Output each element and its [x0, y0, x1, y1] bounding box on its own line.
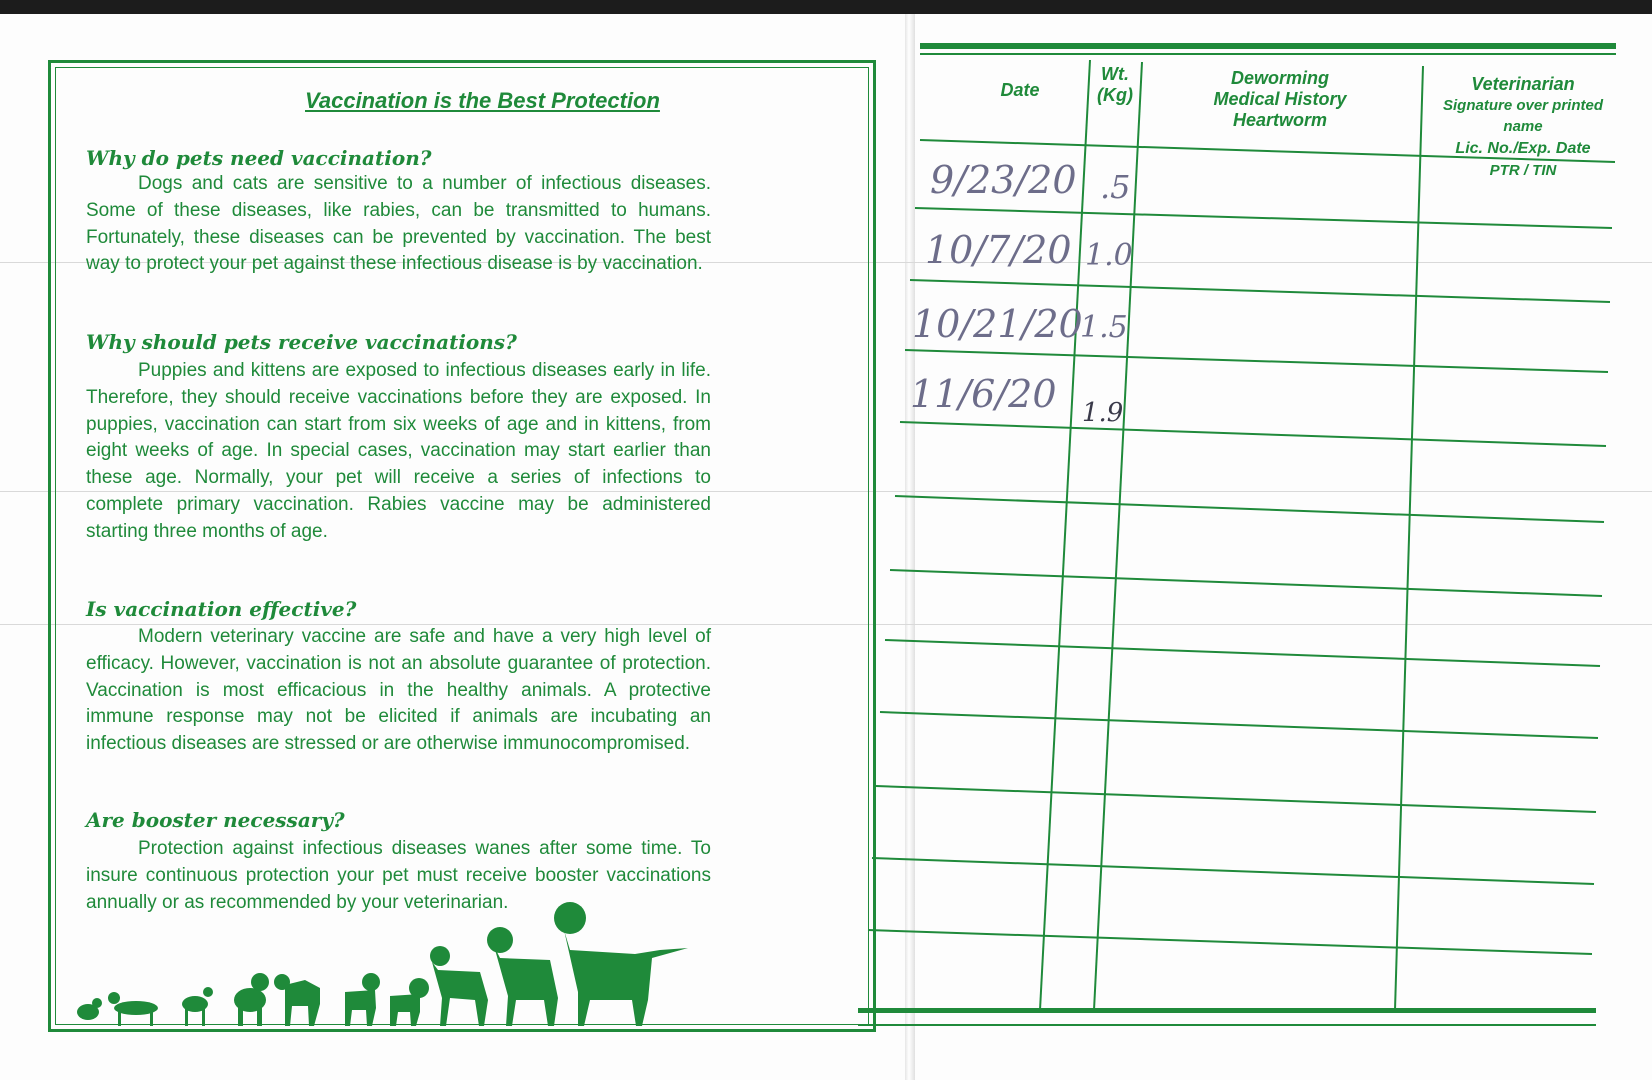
- veterinarian-column-header: [1428, 74, 1618, 181]
- header-line: Signature over printed name: [1442, 97, 1604, 135]
- header-line: Heartworm: [1232, 110, 1328, 130]
- section-body: Dogs and cats are sensitive to a number of infectious diseases. Some of these diseases, like rabies, can be transmitted to humans. Fortunately, these diseases can be prevented by vaccination. The best way to protect your pet against these infectious disease is by vaccination.: [86, 173, 711, 275]
- handwritten-weight: 1.9: [1082, 398, 1124, 428]
- header-line: Lic. No./Exp. Date: [1455, 140, 1591, 157]
- header-line: PTR / TIN: [1489, 162, 1557, 179]
- handwritten-weight: 1.0: [1085, 238, 1133, 273]
- section-body: Puppies and kittens are exposed to infectious diseases early in life. Therefore, they should receive vaccinations before they are exposed. In puppies, vaccination can start from six weeks of age and in kittens, from eight weeks of age. In special cases, vaccination may start earlier than these age. Normally, your pet will receive a series of infections to complete primary vaccination. Rabies vaccine may be administered starting three months of age.: [86, 360, 711, 542]
- section-heading: Is vaccination effective?: [86, 597, 357, 621]
- handwritten-weight: 1.5: [1080, 310, 1128, 345]
- section-heading: Why should pets receive vaccinations?: [86, 330, 517, 354]
- header-line: Wt.: [1101, 64, 1129, 84]
- deworming-column-header: [1150, 68, 1410, 131]
- handwritten-date: 11/6/20: [910, 372, 1057, 416]
- weight-column-header: [1092, 64, 1138, 106]
- header-line: (Kg): [1097, 85, 1133, 105]
- page-title: Vaccination is the Best Protection: [305, 88, 660, 113]
- date-column-header: Date: [1000, 80, 1040, 100]
- handwritten-date: 10/7/20: [925, 228, 1072, 272]
- section-heading: Why do pets need vaccination?: [86, 146, 432, 170]
- handwritten-weight: .5: [1100, 168, 1131, 206]
- header-line: Veterinarian: [1471, 74, 1575, 94]
- section-body: Protection against infectious diseases wanes after some time. To insure continuous protection your pet must receive booster vaccinations annually or as recommended by your veterinarian.: [86, 838, 711, 913]
- header-line: Medical History: [1213, 89, 1347, 109]
- section-heading: Are booster necessary?: [86, 808, 345, 832]
- section-body: Modern veterinary vaccine are safe and have a very high level of efficacy. However, vaccination is not an absolute guarantee of protection. Vaccination is most efficacious in the healthy animals. A protective immune response may not be elicited if animals are incubating an infectious diseases are stressed or are otherwise immunocompromised.: [86, 626, 711, 755]
- header-line: Deworming: [1230, 68, 1329, 88]
- handwritten-date: 10/21/20: [912, 302, 1083, 346]
- handwritten-date: 9/23/20: [930, 158, 1077, 202]
